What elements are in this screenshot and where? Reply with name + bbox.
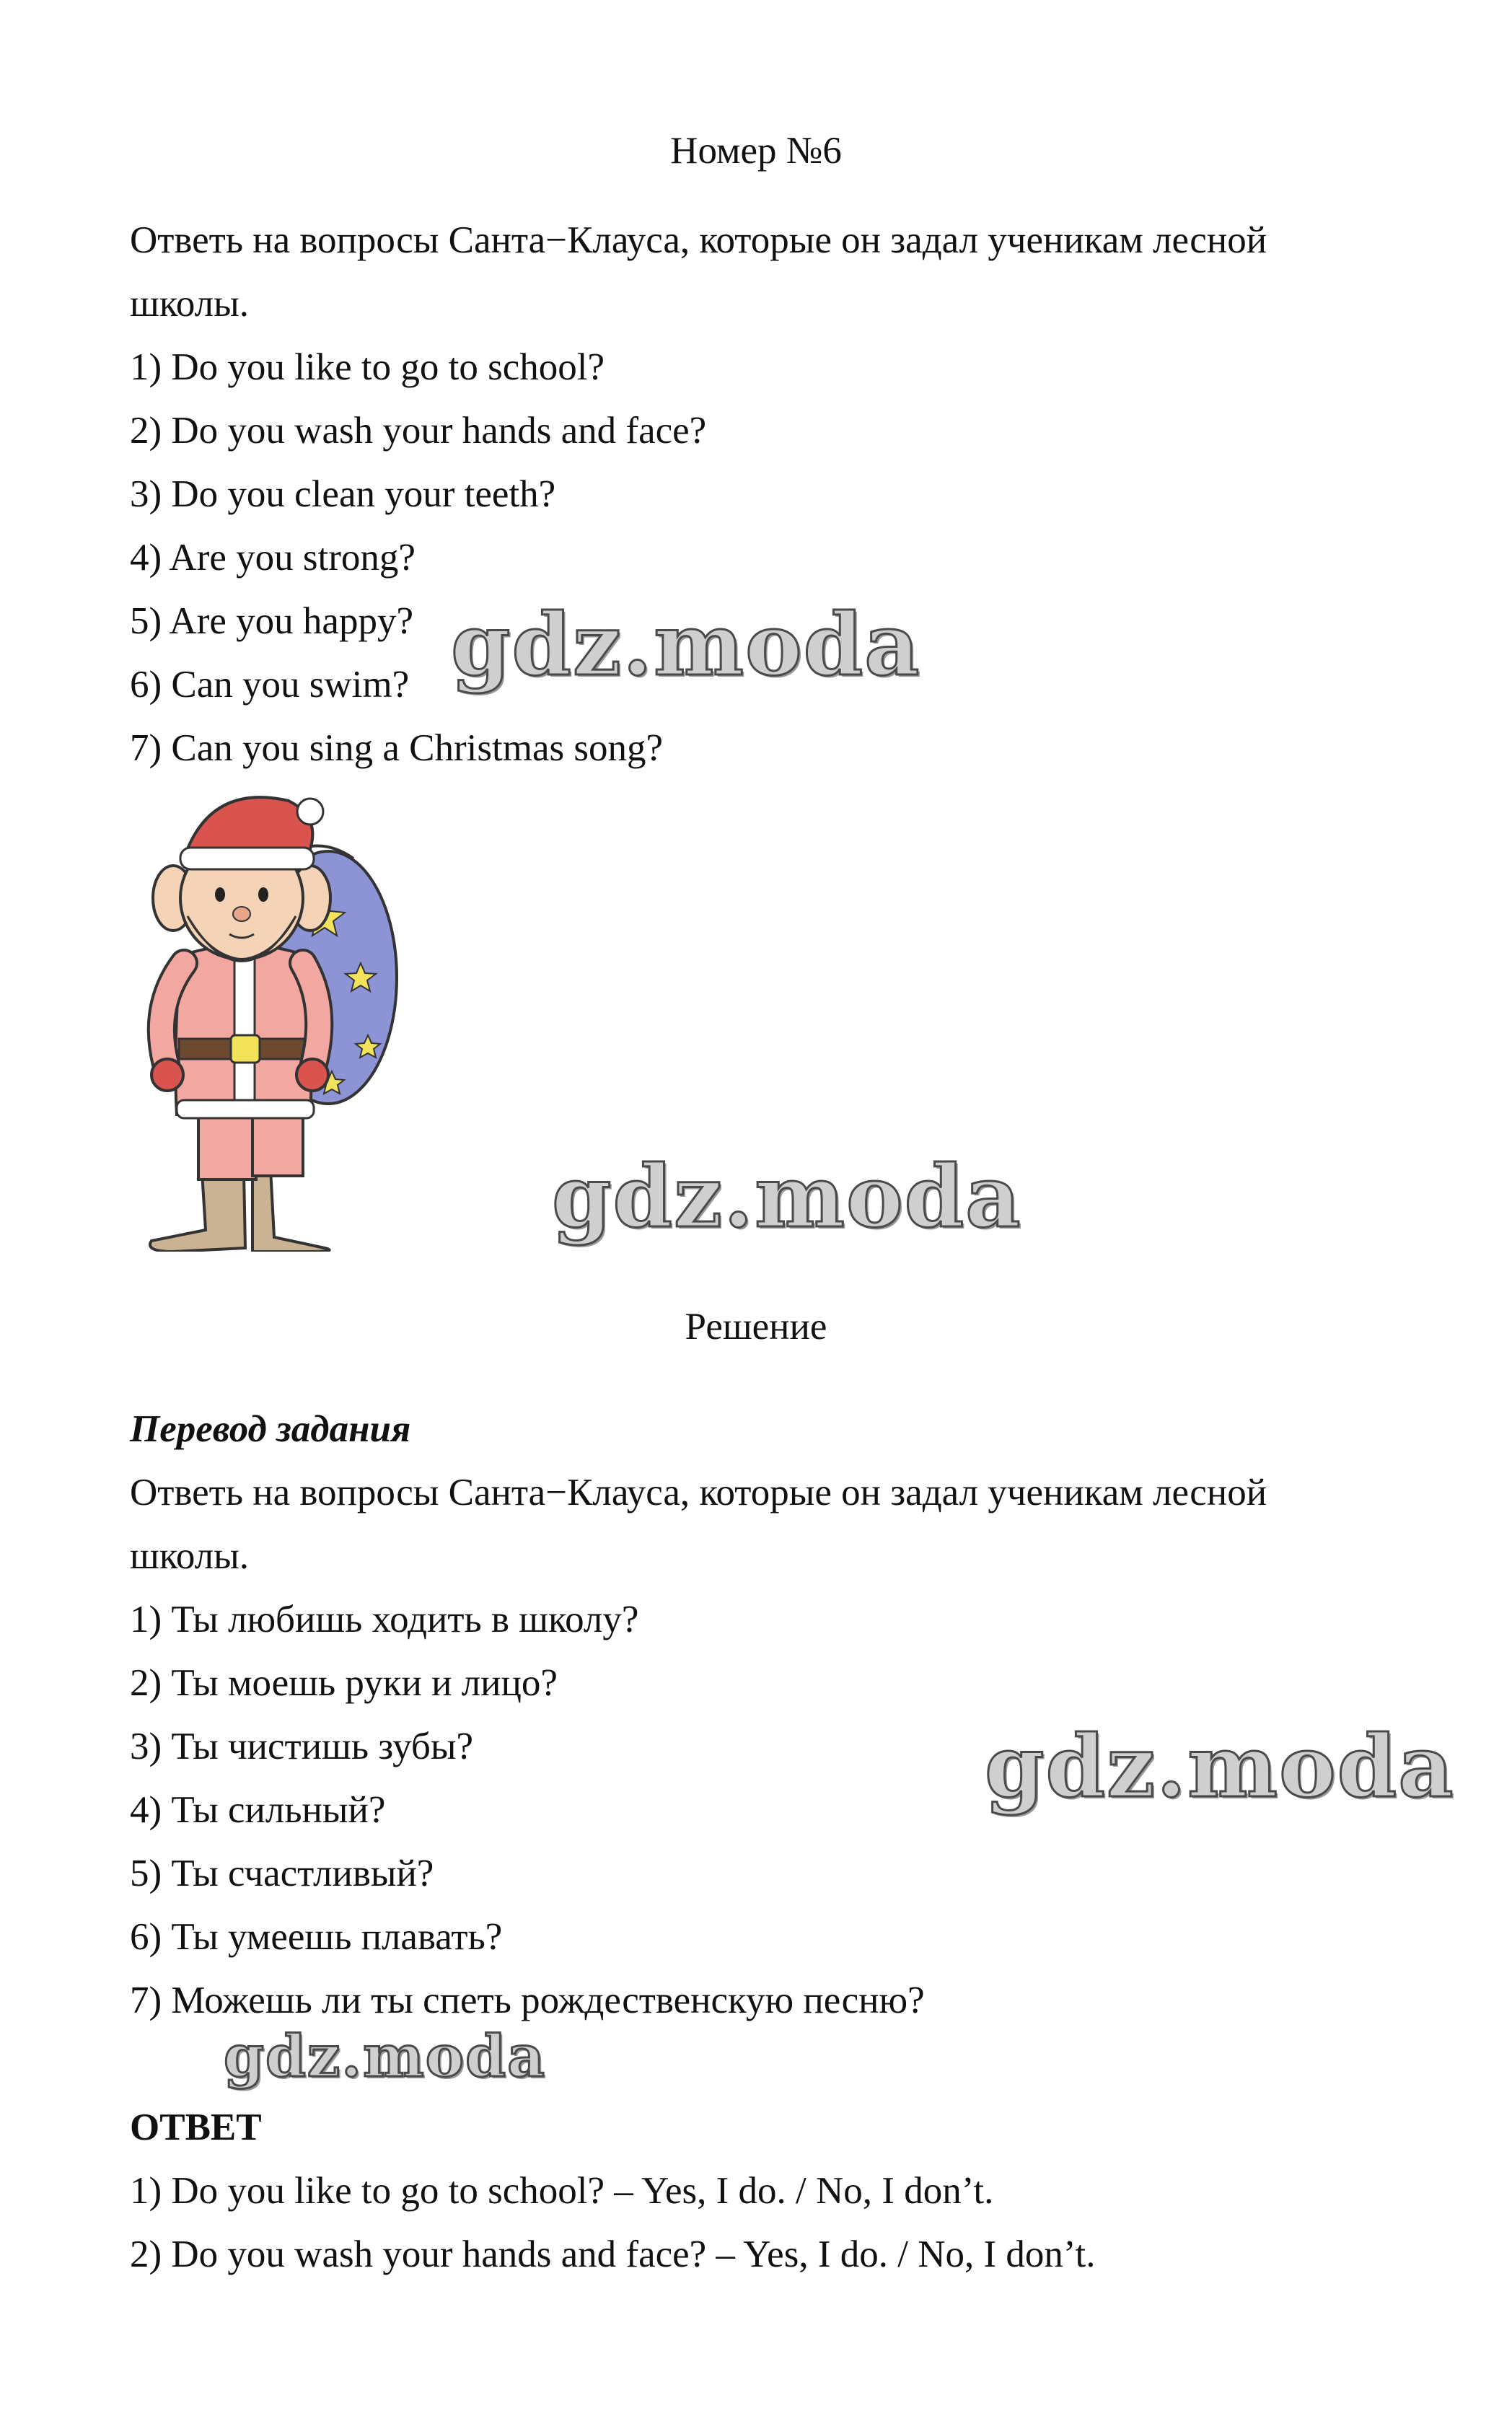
answer-item-2: 2) Do you wash your hands and face? – Yes, I do. / No, I don’t. [130,2233,1096,2275]
question-item-5: 5) Are you happy? [130,600,413,642]
question-item-7: 7) Can you sing a Christmas song? [130,727,663,769]
translation-instruction-line-2: школы. [130,1535,249,1577]
question-item-1: 1) Do you like to go to school? [130,346,605,388]
answer-heading: ОТВЕТ [130,2106,262,2148]
watermark-logo: gdz.moda [552,1146,1022,1247]
watermark-logo: gdz.moda [985,1716,1455,1816]
question-item-2: 2) Do you wash your hands and face? [130,410,707,452]
question-item-3: 3) Do you clean your teeth? [130,473,556,515]
translated-question-3: 3) Ты чистишь зубы? [130,1726,474,1767]
translated-question-4: 4) Ты сильный? [130,1789,386,1831]
translation-heading: Перевод задания [130,1408,411,1450]
answer-item-1: 1) Do you like to go to school? – Yes, I do. / No, I don’t. [130,2170,994,2212]
translated-question-1: 1) Ты любишь ходить в школу? [130,1599,639,1640]
page-title: Номер №6 [670,130,842,172]
translated-question-7: 7) Можешь ли ты спеть рождественскую песню? [130,1980,925,2021]
watermark-logo: gdz.moda [451,594,921,695]
task-instruction-line-2: школы. [130,283,249,325]
translated-question-6: 6) Ты умеешь плавать? [130,1916,503,1958]
task-instruction-line-1: Ответь на вопросы Санта−Клауса, которые он задал ученикам лесной [130,219,1267,261]
translation-instruction-line-1: Ответь на вопросы Санта−Клауса, которые он задал ученикам лесной [130,1472,1267,1513]
question-item-4: 4) Are you strong? [130,537,416,579]
translated-question-5: 5) Ты счастливый? [130,1853,434,1894]
translated-question-2: 2) Ты моешь руки и лицо? [130,1662,558,1704]
question-item-6: 6) Can you swim? [130,664,410,706]
santa-elf-illustration-icon [144,790,404,1252]
solution-heading: Решение [685,1306,827,1348]
watermark-logo: gdz.moda [224,2022,546,2090]
